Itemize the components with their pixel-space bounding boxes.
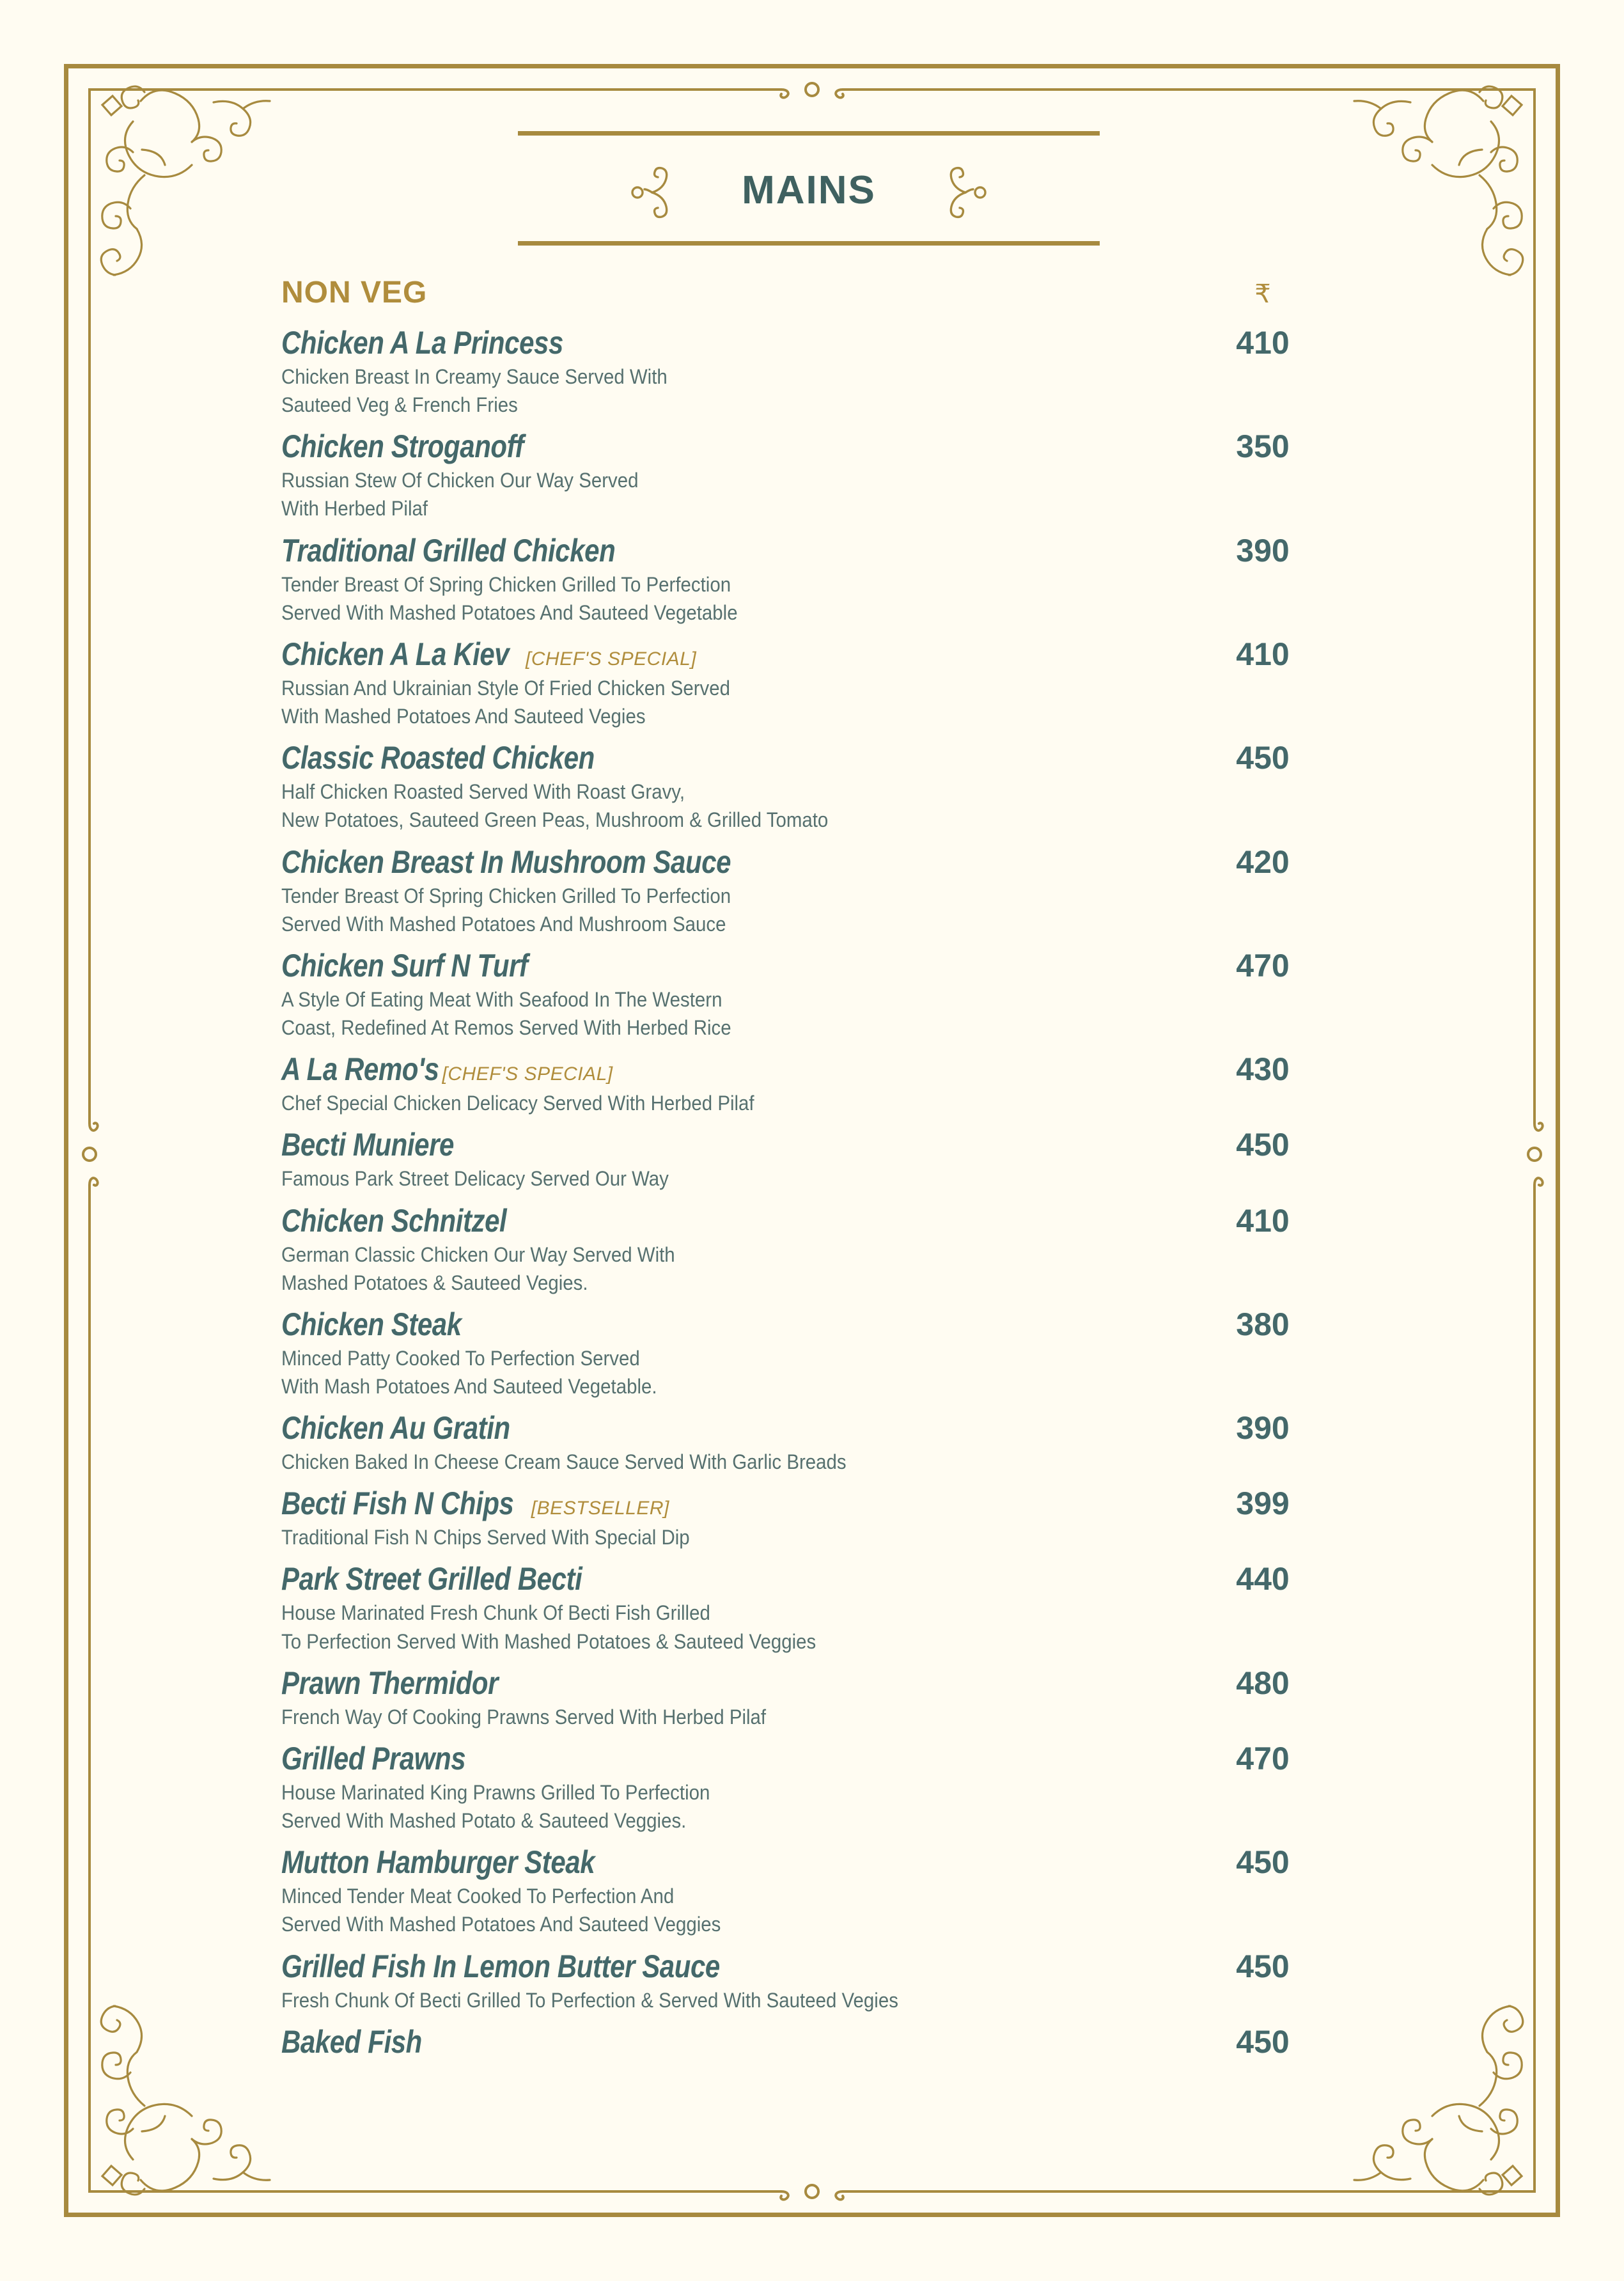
- menu-item: [281, 1306, 1330, 1400]
- menu-item-description: Minced Tender Meat Cooked To Perfection And Served With Mashed Potatoes And Sauteed Veggies: [281, 1885, 721, 1936]
- header-rule-top: [518, 131, 1100, 136]
- menu-item-info: [281, 1409, 1196, 1476]
- menu-item-description: Traditional Fish N Chips Served With Special Dip: [281, 1526, 690, 1549]
- menu-item-price: 390: [1236, 532, 1290, 568]
- menu-item: [281, 947, 1330, 1042]
- menu-item-info: [281, 324, 1196, 419]
- category-header: [281, 275, 1330, 310]
- menu-item-price: 380: [1236, 1306, 1290, 1342]
- menu-item-description: House Marinated Fresh Chunk Of Becti Fish Grilled To Perfection Served With Mashed Potatoes & Sauteed Veggies: [281, 1601, 816, 1653]
- menu-item-name: Chicken A La Princess: [281, 325, 563, 361]
- menu-item-name: Chicken Steak: [281, 1306, 462, 1342]
- menu-item-name: Chicken Breast In Mushroom Sauce: [281, 843, 731, 880]
- menu-item: [281, 2023, 1330, 2060]
- menu-item-name: Chicken Au Gratin: [281, 1410, 510, 1446]
- corner-flourish-top-right-icon: [1344, 69, 1555, 280]
- menu-item-name: Chicken A La Kiev: [281, 636, 510, 672]
- menu-item-info: [281, 1948, 1196, 2014]
- menu-item-description: House Marinated King Prawns Grilled To Perfection Served With Mashed Potato & Sauteed Veggies.: [281, 1780, 710, 1833]
- menu-item-name-row: [281, 1948, 1196, 1985]
- menu-item-description: Minced Patty Cooked To Perfection Served With Mash Potatoes And Sauteed Vegetable.: [281, 1346, 657, 1398]
- menu-item-name: Prawn Thermidor: [281, 1665, 499, 1701]
- menu-item-badge: [CHEF'S SPECIAL]: [526, 648, 697, 670]
- menu-item-info: [281, 1665, 1196, 1731]
- menu-item-price: 399: [1236, 1485, 1290, 1522]
- menu-item-info: [281, 843, 1196, 938]
- menu-item-name: Becti Muniere: [281, 1127, 454, 1163]
- menu-item: [281, 1665, 1330, 1731]
- menu-item-info: [281, 532, 1196, 627]
- menu-item-price: 450: [1236, 1844, 1290, 1881]
- menu-item-info: [281, 1844, 1196, 1938]
- menu-item-price: 440: [1236, 1561, 1290, 1597]
- menu-item-description: German Classic Chicken Our Way Served With Mashed Potatoes & Sauteed Vegies.: [281, 1242, 675, 1294]
- menu-item: [281, 739, 1330, 834]
- menu-item-name: Traditional Grilled Chicken: [281, 532, 616, 568]
- menu-item-info: [281, 1202, 1196, 1297]
- menu-item-name-row: [281, 324, 1196, 361]
- menu-item-name-row: [281, 739, 1196, 776]
- menu-item: [281, 1485, 1330, 1551]
- menu-item-description: Half Chicken Roasted Served With Roast Gravy, New Potatoes, Sauteed Green Peas, Mushroom & Grilled Tomato: [281, 780, 829, 832]
- menu-item-name: A La Remo's: [281, 1051, 439, 1088]
- menu-item: [281, 1126, 1330, 1193]
- menu-item-info: [281, 636, 1196, 730]
- border-ornament-top-icon: [742, 73, 882, 106]
- border-ornament-bottom-icon: [742, 2175, 882, 2208]
- page-title: MAINS: [742, 168, 876, 212]
- menu-item: [281, 843, 1330, 938]
- menu-item-badge: [CHEF'S SPECIAL]: [442, 1063, 613, 1085]
- menu-item-name-row: [281, 1126, 1196, 1163]
- menu-item-price: 350: [1236, 428, 1290, 465]
- menu-item-name-row: [281, 2023, 1196, 2060]
- menu-item-info: [281, 1126, 1196, 1193]
- menu-item-name-row: [281, 1409, 1196, 1446]
- menu-item-name-row: [281, 843, 1196, 881]
- menu-item-info: [281, 2023, 1196, 2060]
- menu-item-name-row: [281, 1485, 1196, 1522]
- menu-header: [518, 131, 1100, 246]
- menu-item-name-row: [281, 428, 1196, 465]
- menu-item-info: [281, 1051, 1196, 1117]
- border-ornament-right-icon: [1518, 1084, 1551, 1225]
- menu-item-name-row: [281, 636, 1196, 673]
- menu-item: [281, 636, 1330, 730]
- menu-item-price: 470: [1236, 1740, 1290, 1776]
- menu-item-description: Chicken Baked In Cheese Cream Sauce Served With Garlic Breads: [281, 1450, 847, 1474]
- menu-item-name-row: [281, 1306, 1196, 1343]
- menu-item-description: Russian And Ukrainian Style Of Fried Chicken Served With Mashed Potatoes And Sauteed Vegies: [281, 676, 730, 728]
- menu-item-price: 450: [1236, 2023, 1290, 2060]
- menu-items-container: [281, 324, 1330, 2060]
- menu-item-info: [281, 428, 1196, 522]
- menu-item-description: A Style Of Eating Meat With Seafood In The Western Coast, Redefined At Remos Served With Herbed Rice: [281, 987, 731, 1040]
- menu-item-name-row: [281, 532, 1196, 569]
- menu-item: [281, 1740, 1330, 1835]
- menu-item-info: [281, 947, 1196, 1042]
- menu-item-price: 470: [1236, 947, 1290, 984]
- menu-item-name: Park Street Grilled Becti: [281, 1561, 582, 1597]
- menu-item-description: Tender Breast Of Spring Chicken Grilled To Perfection Served With Mashed Potatoes And Sauteed Vegetable: [281, 572, 738, 624]
- menu-item-name: Chicken Stroganoff: [281, 428, 524, 465]
- menu-item-name-row: [281, 1665, 1196, 1702]
- menu-item: [281, 1051, 1330, 1117]
- menu-item-price: 450: [1236, 1948, 1290, 1984]
- menu-item-price: 410: [1236, 1202, 1290, 1239]
- menu-item-price: 430: [1236, 1051, 1290, 1088]
- menu-item-info: [281, 1306, 1196, 1400]
- currency-symbol: ₹: [1254, 280, 1271, 308]
- menu-item-price: 450: [1236, 740, 1290, 776]
- menu-item-name-row: [281, 1051, 1196, 1088]
- menu-item: [281, 1948, 1330, 2014]
- menu-item-price: 390: [1236, 1410, 1290, 1446]
- menu-item-info: [281, 1740, 1196, 1835]
- menu-item-name: Mutton Hamburger Steak: [281, 1844, 595, 1881]
- menu-item-name: Becti Fish N Chips: [281, 1485, 514, 1522]
- corner-flourish-bottom-right-icon: [1344, 2001, 1555, 2212]
- menu-item-name-row: [281, 1740, 1196, 1777]
- menu-item-name-row: [281, 1560, 1196, 1597]
- menu-item: [281, 532, 1330, 627]
- menu-item-info: [281, 1485, 1196, 1551]
- corner-flourish-top-left-icon: [69, 69, 280, 280]
- menu-item-name-row: [281, 947, 1196, 984]
- menu-item-name: Baked Fish: [281, 2023, 422, 2060]
- menu-item: [281, 1202, 1330, 1297]
- menu-item: [281, 1560, 1330, 1655]
- menu-item-description: Tender Breast Of Spring Chicken Grilled To Perfection Served With Mashed Potatoes And Mushroom Sauce: [281, 884, 731, 936]
- menu-item: [281, 324, 1330, 419]
- menu-item-description: Famous Park Street Delicacy Served Our Way: [281, 1167, 669, 1191]
- menu-item-price: 410: [1236, 636, 1290, 672]
- menu-item-info: [281, 1560, 1196, 1655]
- menu-item-price: 410: [1236, 325, 1290, 361]
- menu-item-description: Russian Stew Of Chicken Our Way Served With Herbed Pilaf: [281, 469, 639, 521]
- border-ornament-left-icon: [73, 1084, 106, 1225]
- menu-item-name-row: [281, 1202, 1196, 1239]
- menu-item: [281, 428, 1330, 522]
- menu-item-name: Grilled Fish In Lemon Butter Sauce: [281, 1948, 720, 1984]
- menu-item-name: Chicken Surf N Turf: [281, 947, 528, 984]
- menu-item: [281, 1409, 1330, 1476]
- menu-item-name: Chicken Schnitzel: [281, 1202, 507, 1239]
- menu-item: [281, 1844, 1330, 1938]
- menu-item-info: [281, 739, 1196, 834]
- category-title: NON VEG: [281, 276, 428, 310]
- menu-item-description: French Way Of Cooking Prawns Served With Herbed Pilaf: [281, 1705, 767, 1728]
- menu-item-name-row: [281, 1844, 1196, 1881]
- menu-item-description: Fresh Chunk Of Becti Grilled To Perfection & Served With Sauteed Vegies: [281, 1988, 898, 2012]
- menu-item-price: 450: [1236, 1127, 1290, 1163]
- menu-item-name: Grilled Prawns: [281, 1740, 466, 1776]
- menu-item-name: Classic Roasted Chicken: [281, 740, 595, 776]
- menu-list: [281, 275, 1330, 2069]
- header-rule-bottom: [518, 241, 1100, 246]
- menu-item-price: 480: [1236, 1665, 1290, 1701]
- menu-item-description: Chef Special Chicken Delicacy Served With Herbed Pilaf: [281, 1092, 754, 1115]
- menu-item-price: 420: [1236, 843, 1290, 880]
- corner-flourish-bottom-left-icon: [69, 2001, 280, 2212]
- menu-item-badge: [BESTSELLER]: [531, 1498, 669, 1519]
- header-flourish-right-icon: [936, 165, 991, 220]
- menu-item-description: Chicken Breast In Creamy Sauce Served With Sauteed Veg & French Fries: [281, 365, 668, 417]
